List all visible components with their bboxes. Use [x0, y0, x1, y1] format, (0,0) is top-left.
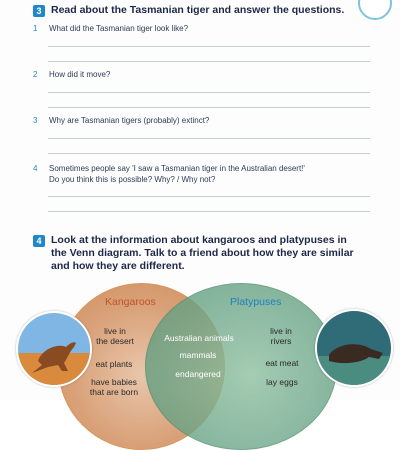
question-1-number: 1 [33, 24, 38, 33]
platypus-fact-eggs: lay eggs [266, 377, 298, 387]
kangaroo-fact-habitat [93, 326, 137, 346]
answer-line[interactable] [48, 138, 370, 139]
question-4-number: 4 [33, 164, 38, 173]
question-4 [33, 163, 370, 185]
kangaroo-fact-diet: eat plants [95, 359, 133, 369]
section-4-number: 4 [33, 235, 45, 247]
answer-line[interactable] [48, 92, 370, 93]
kangaroo-fact-line: have babies [91, 377, 137, 387]
answer-line[interactable] [48, 61, 370, 62]
shared-fact-australian: Australian animals [164, 333, 234, 343]
section-4-heading-line-1: Look at the information about kangaroos and platypuses in [51, 234, 347, 246]
section-3-number: 3 [33, 5, 45, 17]
section-4-heading-line-3: and how they are different. [51, 260, 185, 272]
section-3-heading: Read about the Tasmanian tiger and answer the questions. [51, 4, 345, 16]
platypus-fact-line: live in [270, 326, 292, 336]
question-4-text-2: Do you think this is possible? Why? / Why not? [49, 175, 216, 184]
question-2 [33, 70, 370, 79]
question-2-number: 2 [33, 70, 38, 79]
shared-fact-endangered: endangered [175, 369, 221, 379]
answer-line[interactable] [48, 153, 370, 154]
section-4-header [33, 234, 354, 273]
answer-line[interactable] [48, 107, 370, 108]
platypus-fact-habitat [258, 326, 304, 346]
section-3-header [33, 4, 344, 17]
answer-line[interactable] [48, 211, 370, 212]
kangaroo-fact-line: that are born [89, 387, 139, 397]
question-2-text: How did it move? [49, 70, 111, 79]
section-4-heading [51, 234, 354, 273]
answer-line[interactable] [48, 196, 370, 197]
platypus-fact-diet: eat meat [265, 358, 299, 368]
kangaroo-fact-babies [80, 377, 148, 397]
question-3 [33, 116, 370, 125]
question-3-text: Why are Tasmanian tigers (probably) extinct? [49, 116, 210, 125]
venn-diagram [0, 280, 400, 410]
platypus-fact-line: rivers [270, 336, 292, 346]
platypuses-title: Platypuses [230, 296, 282, 308]
shared-fact-mammals: mammals [179, 350, 217, 360]
section-4-heading-line-2: the Venn diagram. Talk to a friend about how they are similar [51, 247, 354, 259]
platypus-photo [315, 309, 393, 387]
kangaroo-fact-line: the desert [96, 336, 134, 346]
page-corner-badge [358, 0, 392, 20]
question-1-text: What did the Tasmanian tiger look like? [49, 24, 189, 33]
kangaroo-fact-line: live in [104, 326, 126, 336]
question-3-number: 3 [33, 116, 38, 125]
question-1 [33, 24, 370, 33]
kangaroo-photo [16, 311, 92, 387]
answer-line[interactable] [48, 46, 370, 47]
question-4-text: Sometimes people say 'I saw a Tasmanian tiger in the Australian desert!' [49, 164, 305, 173]
kangaroos-title: Kangaroos [105, 296, 156, 308]
